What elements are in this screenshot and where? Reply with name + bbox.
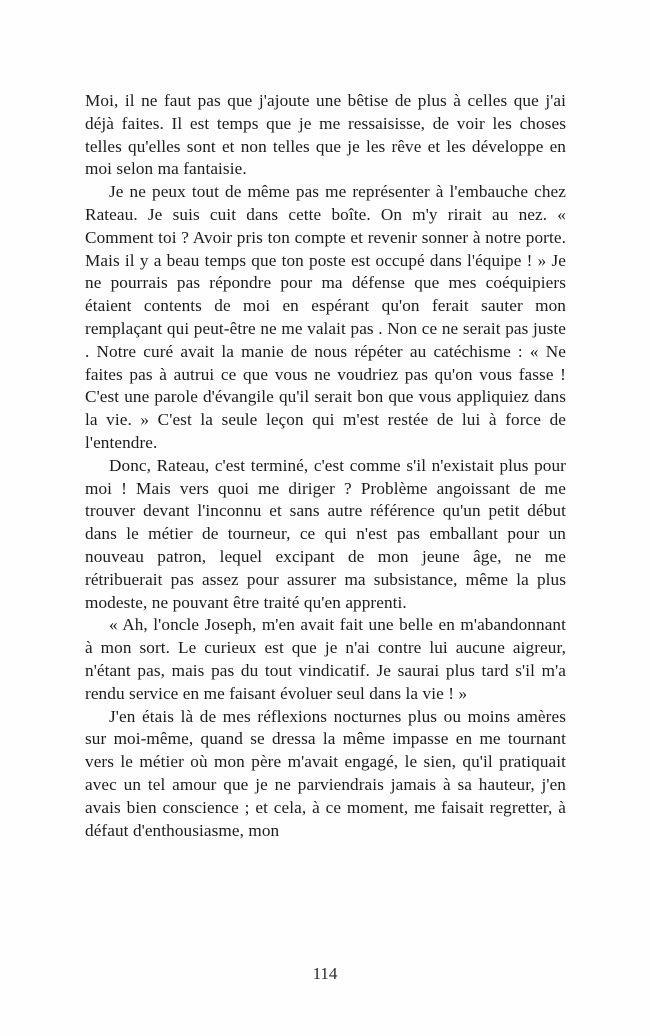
text-block (85, 90, 566, 842)
paragraph-3: Donc, Rateau, c'est terminé, c'est comme s'il n'existait plus pour moi ! Mais vers quoi me diriger ? Problème angoissant de me trouver devant l'inconnu et sans autre référence qu'un petit début dans le métier de tourneur, ce qui n'est pas emballant pour un nouveau patron, lequel excipant de mon jeune âge, ne me rétribuerait pas assez pour assurer ma subsistance, même la plus modeste, ne pouvant être traité qu'en apprenti. (85, 455, 566, 612)
paragraph-5: J'en étais là de mes réflexions nocturnes plus ou moins amères sur moi-même, quand se dressa la même impasse en me tournant vers le métier où mon père m'avait engagé, le sien, qu'il pratiquait avec un tel amour que je ne parviendrais jamais à sa hauteur, j'en avais bien conscience ; et cela, à ce moment, me faisait regretter, à défaut d'enthousiasme, mon (85, 706, 566, 840)
paragraph-2: Je ne peux tout de même pas me représenter à l'embauche chez Rateau. Je suis cuit dans cette boîte. On m'y rirait au nez. « Comment toi ? Avoir pris ton compte et revenir sonner à notre porte. Mais il y a beau temps que ton poste est occupé dans l'équipe ! » Je ne pourrais pas répondre pour ma défense que mes coéquipiers étaient contents de moi en espérant qu'on ferait sauter mon remplaçant qui peut-être ne me valait pas . Non ce ne serait pas juste . Notre curé avait la manie de nous répéter au catéchisme : « Ne faites pas à autrui ce que vous ne voudriez pas qu'on vous fasse ! C'est une parole d'évangile qu'il serait bon que vous appliquiez dans la vie. » C'est la seule leçon qui m'est restée de lui à force de l'entendre. (85, 182, 566, 452)
paragraph-1: Moi, il ne faut pas que j'ajoute une bêtise de plus à celles que j'ai déjà faites. Il est temps que je me ressaisisse, de voir les choses telles qu'elles sont et non telles que je les rêve et les développe en moi selon ma fantaisie. (85, 91, 566, 179)
page-number: 114 (312, 964, 338, 983)
paragraph-4: « Ah, l'oncle Joseph, m'en avait fait une belle en m'abandonnant à mon sort. Le curieux est que je n'ai contre lui aucune aigreur, n'étant pas, mais pas du tout vindicatif. Je saurai plus tard s'il m'a rendu service en me faisant évoluer seul dans la vie ! » (85, 615, 566, 703)
